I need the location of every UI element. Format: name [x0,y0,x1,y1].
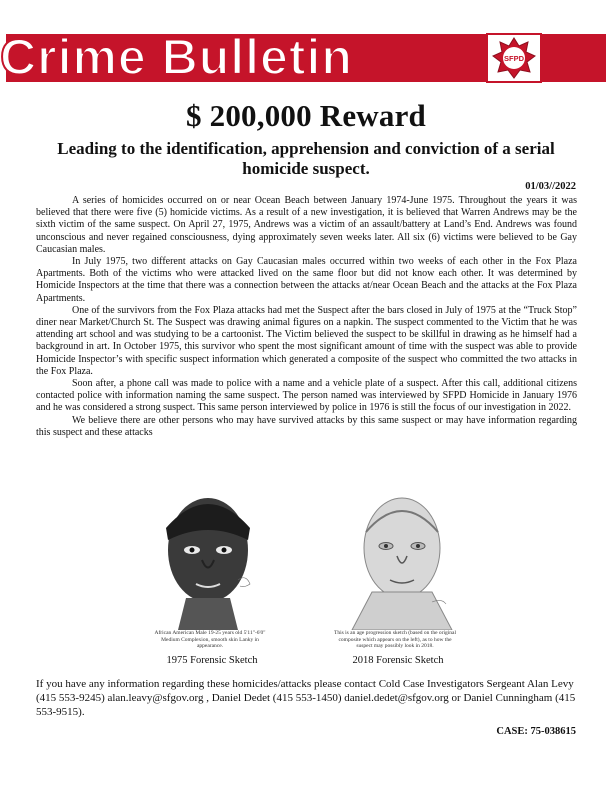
paragraph: We believe there are other persons who may have survived attacks by this same suspect or may have information regarding this suspect and these attacks [36,414,577,438]
case-number: CASE: 75-038615 [496,726,576,737]
sketch-2018-caption: This is an age progression sketch (based on the original composite which appears on the left), as to how the suspect may possibly look in 2018. [333,630,457,649]
sketch-2018-label: 2018 Forensic Sketch [352,655,444,666]
sketch-1975-caption: African American Male 19-25 years old 5'11"-6'0" Medium Complexion, smooth skin Lanky in appearance. [154,630,266,649]
subheadline: Leading to the identification, apprehension and conviction of a serial homicide suspect. [57,139,555,178]
paragraph: Soon after, a phone call was made to police with a name and a vehicle plate of a suspect. After this call, additional citizens contacted police with information naming the same suspect. The person named was interviewed by SFPD Homicide in January 1976 and he was considered a strong suspect. This same person interviewed by police in 1976 is still the focus of our investigation in 2022. [36,378,577,414]
paragraph: One of the survivors from the Fox Plaza attacks had met the Suspect after the bars closed in July of 1975 at the “Truck Stop” diner near Market/Church St. The Suspect was drawing animal figures on a napkin. The suspect commented to the Victim that he was attending art school and was studying to be a cartoonist. The Victim believed the suspect to be skillful in drawing as he himself had a background in art. In October 1975, this survivor who spent the most significant amount of time with the suspect was able to provide Homicide Inspector’s with specific suspect information which generated a composite of the suspect who committed the two attacks in the Fox Plaza. [36,304,577,377]
paragraph: In July 1975, two different attacks on Gay Caucasian males occurred within two weeks of each other in the Fox Plaza Apartments. Both of the victims who were attacked lived on the same floor but did not know each other. It was determined by Homicide Inspectors at the time that there was a connection between the attacks at/near Ocean Beach and the attacks at the Fox Plaza Apartments. [36,256,577,304]
sfpd-star-badge [490,36,538,80]
sketch-1975-image [138,480,278,650]
paragraph: A series of homicides occurred on or near Ocean Beach between January 1974-June 1975. Throughout the years it was believed that there were five (5) homicide victims. As a result of a new investigation, it is believed that Warren Andrews may be the sixth victim of the same suspect. On April 27, 1975, Andrews was a victim of an assault/battery at Land’s End. Andrews was found unconscious and never regained consciousness, dying approximately seven weeks later. All six (6) victims were believed to be Gay Caucasian males. [36,195,577,255]
sfpd-badge-icon [486,33,542,83]
reward-headline: $ 200,000 Reward [186,98,426,133]
bulletin-body [36,195,577,439]
contact-info: If you have any information regarding these homicides/attacks please contact Cold Case Investigators Sergeant Alan Levy (415 553-9245) alan.leavy@sfgov.org , Daniel Dedet (415 553-1450) daniel.dedet@sfgov.org or Daniel Cunningham (415 553-9515). [36,678,576,718]
sketch-2018-image [330,480,470,650]
bulletin-title: Crime Bulletin [0,29,353,85]
bulletin-date: 01/03//2022 [525,181,576,192]
sketch-1975-label: 1975 Forensic Sketch [166,655,258,666]
badge-text: SFPD [503,54,525,63]
